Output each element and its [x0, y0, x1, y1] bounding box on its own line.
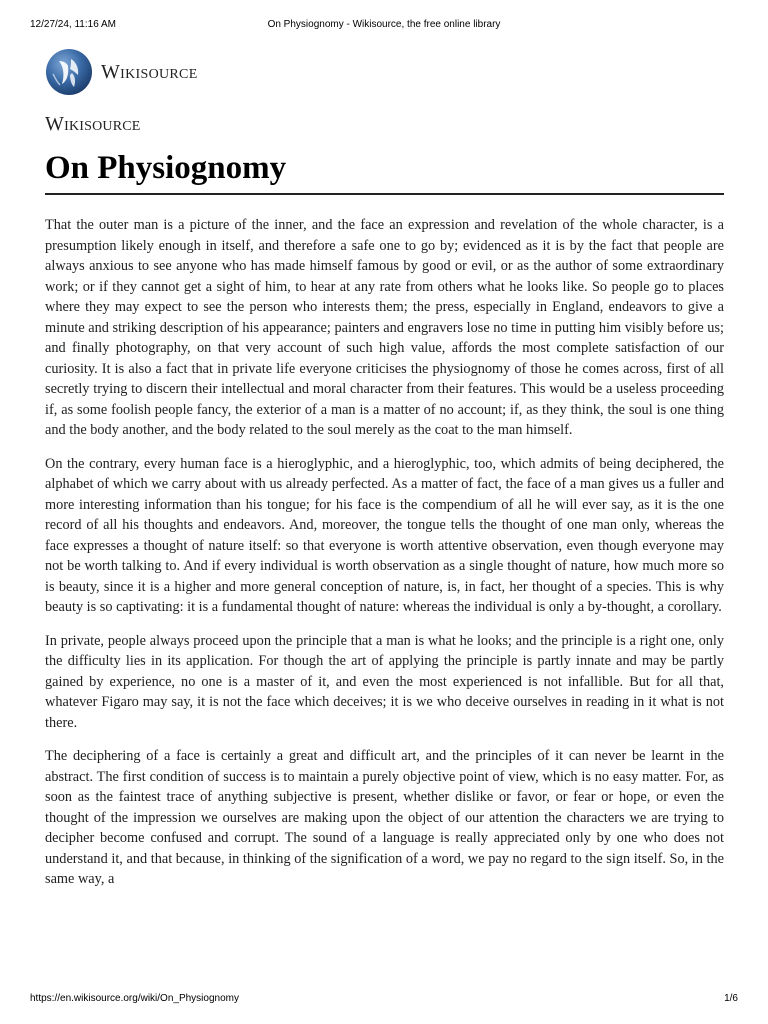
- paragraph-4: The deciphering of a face is certainly a great and difficult art, and the principles of it can never be learnt in the abstract. The first condition of success is to maintain a purely objective point of view, which is no easy matter. For, as soon as the faintest trace of anything subjective is present, whether dislike or favor, or fear or hope, or even the thought of the impression we ourselves are making upon the object of our attention the characters we are trying to decipher become confused and corrupt. The sound of a language is really appreciated only by one who does not understand it, and that because, in thinking of the signification of a word, we pay no regard to the sign itself. So, in the same way, a: [45, 748, 724, 887]
- paragraph-2: On the contrary, every human face is a hieroglyphic, and a hieroglyphic, too, which admits of being deciphered, the alphabet of which we carry about with us already perfected. As a matter of fact, the face of a man gives us a fuller and more interesting information than his tongue; for his face is the compendium of all he will ever say, as it is the one record of all his thoughts and endeavors. And, moreover, the tongue tells the thought of one man only, whereas the face expresses a thought of nature itself: so that everyone is worth attentive observation, even though everyone may not be worth talking to. And if every individual is worth observation as a single thought of nature, how much more so is beauty, since it is a higher and more general conception of nature, is, in fact, her thought of a species. This is why beauty is so captivating: it is a fundamental thought of nature: whereas the individual is only a by-thought, a corollary.: [45, 455, 724, 615]
- wikisource-globe-icon: [45, 48, 93, 96]
- site-logo[interactable]: [45, 46, 198, 98]
- print-url: https://en.wikisource.org/wiki/On_Physiognomy: [30, 993, 239, 1004]
- print-datetime: 12/27/24, 11:16 AM: [30, 19, 116, 30]
- page-title: On Physiognomy: [45, 150, 287, 186]
- title-divider: [45, 193, 724, 195]
- logo-wordmark: Wikisource: [101, 60, 198, 83]
- print-document-title: On Physiognomy - Wikisource, the free online library: [267, 19, 501, 30]
- print-header: [30, 19, 738, 33]
- site-wordmark: Wikisource: [45, 113, 141, 135]
- print-footer: [30, 993, 738, 1007]
- article-body: [45, 215, 724, 992]
- paragraph-1: That the outer man is a picture of the inner, and the face an expression and revelation of the whole character, is a presumption likely enough in itself, and therefore a safe one to go by; evidenced as it is by the fact that people are always anxious to see anyone who has made himself famous by good or evil, or as the author of some extraordinary work; or if they cannot get a sight of him, to hear at any rate from others what he looks like. So people go to places where they may expect to see the person who interests them; the press, especially in England, endeavors to give a minute and striking description of his appearance; painters and engravers lose no time in putting him visibly before us; and finally photography, on that very account of such high value, affords the most complete satisfaction of our curiosity. It is also a fact that in private life everyone criticises the physiognomy of those he comes across, first of all secretly trying to discern their intellectual and moral character from their features. This would be a useless proceeding if, as some foolish people fancy, the exterior of a man is a matter of no account; if, as they think, the soul is one thing and the body another, and the body related to the soul merely as the coat to the man himself.: [45, 217, 724, 438]
- page-indicator: 1/6: [724, 993, 738, 1004]
- paragraph-3: In private, people always proceed upon the principle that a man is what he looks; and the principle is a right one, only the difficulty lies in its application. For though the art of applying the principle is partly innate and may be partly gained by experience, no one is a master of it, and even the most experienced is not infallible. But for all that, whatever Figaro may say, it is not the face which deceives; it is we who deceive ourselves in reading in it what is not there.: [45, 632, 724, 731]
